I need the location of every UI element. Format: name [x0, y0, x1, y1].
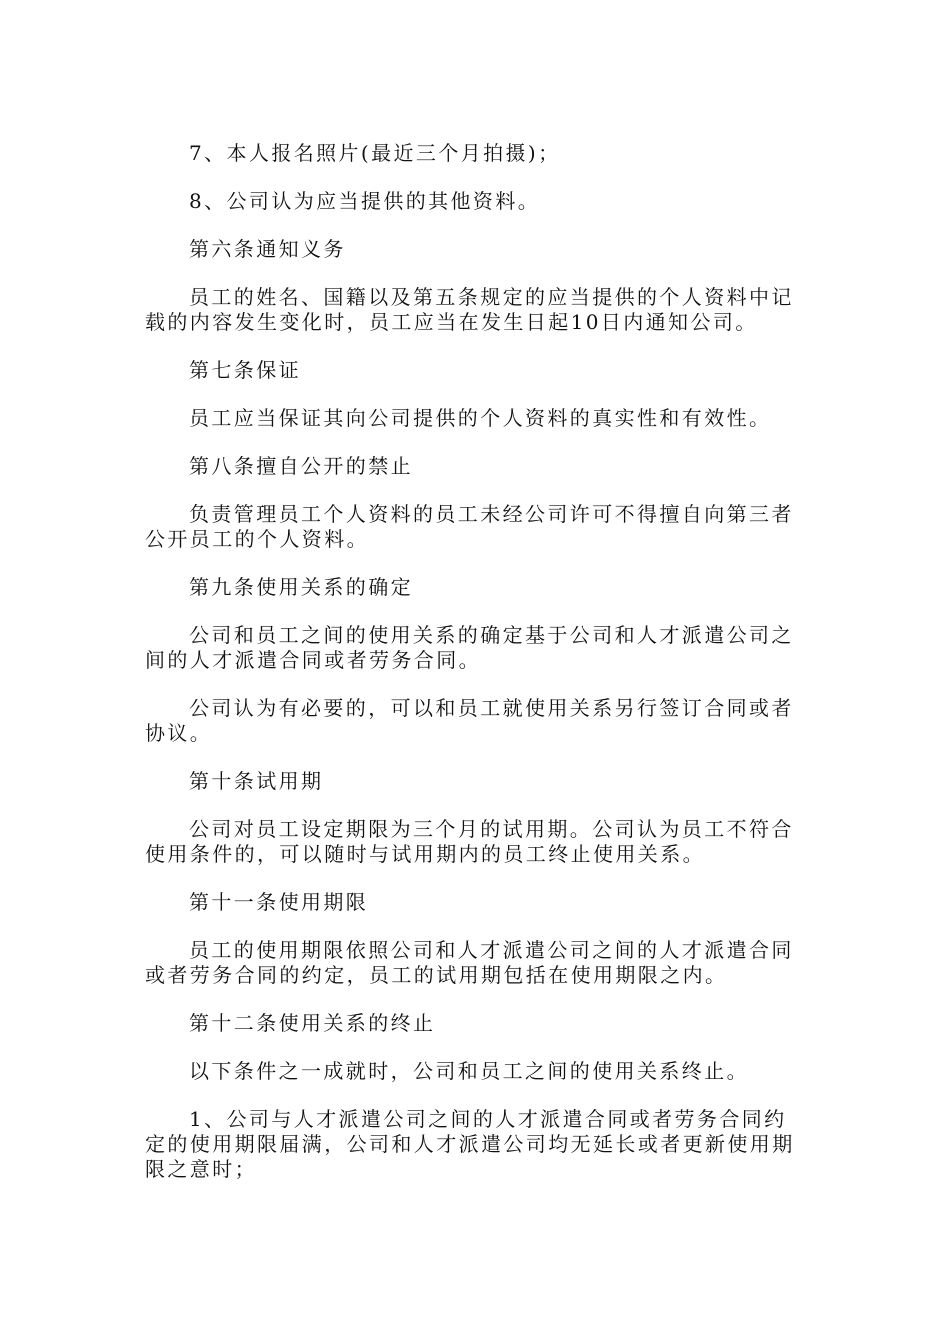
article-11-body: 员工的使用期限依照公司和人才派遣公司之间的人才派遣合同或者劳务合同的约定，员工的试用期包括在使用期限之内。: [145, 938, 794, 987]
article-12-item-1: 1、公司与人才派遣公司之间的人才派遣合同或者劳务合同约定的使用期限届满，公司和人才派遣公司均无延长或者更新使用期限之意时；: [145, 1107, 795, 1181]
article-10-body: 公司对员工设定期限为三个月的试用期。公司认为员工不符合使用条件的，可以随时与试用期内的员工终止使用关系。: [145, 817, 794, 866]
document-body: [145, 141, 807, 1205]
article-8-heading: 第八条擅自公开的禁止: [189, 454, 413, 478]
article-11-heading: 第十一条使用期限: [189, 890, 369, 914]
article-9-body-2: 公司认为有必要的，可以和员工就使用关系另行签订合同或者协议。: [145, 696, 794, 745]
article-10-heading: 第十条试用期: [189, 769, 324, 793]
article-12-heading: 第十二条使用关系的终止: [189, 1011, 436, 1035]
article-9-heading: 第九条使用关系的确定: [189, 575, 413, 599]
article-6-heading: 第六条通知义务: [189, 237, 346, 261]
article-6-body: 员工的姓名、国籍以及第五条规定的应当提供的个人资料中记载的内容发生变化时，员工应当在发生日起10日内通知公司。: [145, 285, 794, 334]
article-7-body: 员工应当保证其向公司提供的个人资料的真实性和有效性。: [189, 406, 772, 430]
list-item-other-materials: 8、公司认为应当提供的其他资料。: [189, 189, 541, 213]
article-12-body: 以下条件之一成就时，公司和员工之间的使用关系终止。: [189, 1059, 749, 1083]
list-item-photo: 7、本人报名照片(最近三个月拍摄)；: [189, 141, 561, 165]
article-7-heading: 第七条保证: [189, 358, 301, 382]
article-8-body: 负责管理员工个人资料的员工未经公司许可不得擅自向第三者公开员工的个人资料。: [145, 502, 794, 551]
article-9-body-1: 公司和员工之间的使用关系的确定基于公司和人才派遣公司之间的人才派遣合同或者劳务合同。: [145, 623, 794, 672]
